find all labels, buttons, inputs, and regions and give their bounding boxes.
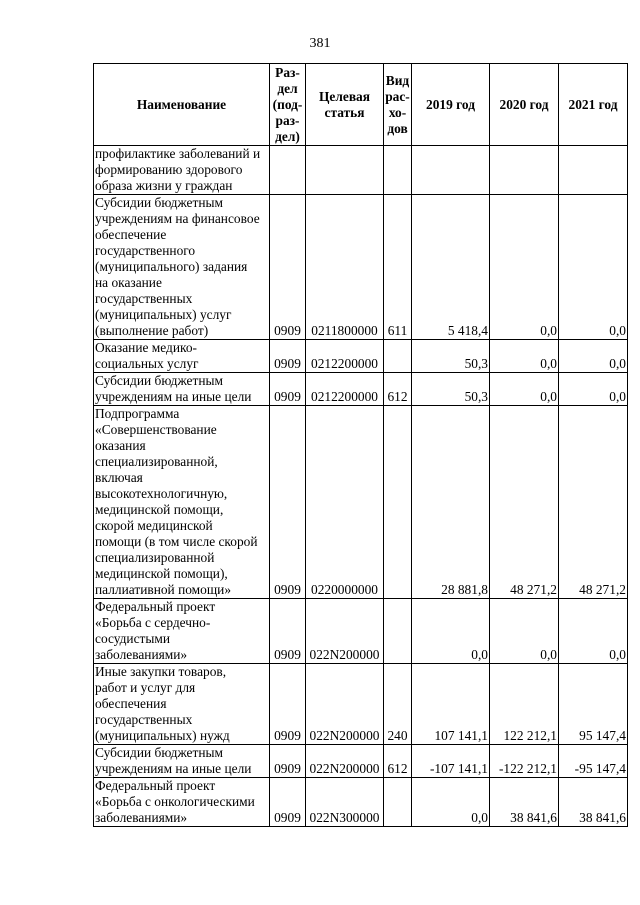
header-row bbox=[94, 64, 628, 146]
row-section: 0909 bbox=[270, 373, 306, 406]
row-name: Федеральный проект «Борьба с сердечно- сосудистыми заболеваниями» bbox=[94, 599, 270, 664]
row-2021: 38 841,6 bbox=[559, 778, 628, 827]
row-section: 0909 bbox=[270, 340, 306, 373]
row-name: Подпрограмма «Совершенствование оказания специализированной, включая высокотехнологичную, медицинской помощи, скорой медицинской помощи (в том числе скорой специализированной медицинской помощи), паллиативной помощи» bbox=[94, 406, 270, 599]
row-expense: 240 bbox=[384, 664, 412, 745]
row-2021: -95 147,4 bbox=[559, 745, 628, 778]
table-row bbox=[94, 778, 628, 827]
row-2020: 0,0 bbox=[490, 599, 559, 664]
row-section: 0909 bbox=[270, 778, 306, 827]
row-target: 022N200000 bbox=[306, 664, 384, 745]
row-2021: 0,0 bbox=[559, 373, 628, 406]
header-target bbox=[306, 64, 384, 146]
header-name: Наименование bbox=[94, 64, 270, 146]
row-section: 0909 bbox=[270, 664, 306, 745]
table-row bbox=[94, 406, 628, 599]
row-2020: 48 271,2 bbox=[490, 406, 559, 599]
row-name: Субсидии бюджетным учреждениям на иные цели bbox=[94, 373, 270, 406]
header-section bbox=[270, 64, 306, 146]
row-2020: 122 212,1 bbox=[490, 664, 559, 745]
table-row bbox=[94, 745, 628, 778]
row-2021: 0,0 bbox=[559, 340, 628, 373]
header-section-text: Раз- дел (под- раз- дел) bbox=[272, 64, 303, 144]
row-2019: 107 141,1 bbox=[412, 664, 490, 745]
row-2019: 28 881,8 bbox=[412, 406, 490, 599]
row-target: 0212200000 bbox=[306, 373, 384, 406]
row-expense bbox=[384, 599, 412, 664]
row-section bbox=[270, 146, 306, 195]
row-target bbox=[306, 146, 384, 195]
row-2020 bbox=[490, 146, 559, 195]
row-name: Субсидии бюджетным учреждениям на финансовое обеспечение государственного (муниципального) задания на оказание государственных (муниципальных) услуг (выполнение работ) bbox=[94, 195, 270, 340]
row-expense bbox=[384, 406, 412, 599]
row-2020: 0,0 bbox=[490, 373, 559, 406]
row-expense: 612 bbox=[384, 745, 412, 778]
row-target: 0220000000 bbox=[306, 406, 384, 599]
row-target: 0211800000 bbox=[306, 195, 384, 340]
table-row bbox=[94, 599, 628, 664]
row-name: Иные закупки товаров, работ и услуг для обеспечения государственных (муниципальных) нужд bbox=[94, 664, 270, 745]
row-name: Оказание медико- социальных услуг bbox=[94, 340, 270, 373]
row-expense: 611 bbox=[384, 195, 412, 340]
row-expense bbox=[384, 340, 412, 373]
table-row bbox=[94, 373, 628, 406]
row-2021: 0,0 bbox=[559, 599, 628, 664]
row-2019: 5 418,4 bbox=[412, 195, 490, 340]
row-name: профилактике заболеваний и формированию здорового образа жизни у граждан bbox=[94, 146, 270, 195]
row-2019: 50,3 bbox=[412, 340, 490, 373]
budget-table bbox=[93, 63, 628, 827]
row-2019: 0,0 bbox=[412, 599, 490, 664]
row-2020: 38 841,6 bbox=[490, 778, 559, 827]
table-row bbox=[94, 340, 628, 373]
row-2021: 95 147,4 bbox=[559, 664, 628, 745]
row-2019: 50,3 bbox=[412, 373, 490, 406]
row-section: 0909 bbox=[270, 195, 306, 340]
row-target: 0212200000 bbox=[306, 340, 384, 373]
header-2019: 2019 год bbox=[412, 64, 490, 146]
row-name: Субсидии бюджетным учреждениям на иные цели bbox=[94, 745, 270, 778]
row-target: 022N200000 bbox=[306, 745, 384, 778]
row-2019: 0,0 bbox=[412, 778, 490, 827]
table-row bbox=[94, 195, 628, 340]
row-2019: -107 141,1 bbox=[412, 745, 490, 778]
table-row bbox=[94, 146, 628, 195]
row-2021: 0,0 bbox=[559, 195, 628, 340]
row-target: 022N300000 bbox=[306, 778, 384, 827]
header-2021: 2021 год bbox=[559, 64, 628, 146]
header-target-text: Целевая статья bbox=[319, 88, 370, 120]
row-2020: 0,0 bbox=[490, 340, 559, 373]
header-2020: 2020 год bbox=[490, 64, 559, 146]
row-expense bbox=[384, 146, 412, 195]
row-2021: 48 271,2 bbox=[559, 406, 628, 599]
row-name: Федеральный проект «Борьба с онкологическими заболеваниями» bbox=[94, 778, 270, 827]
row-section: 0909 bbox=[270, 599, 306, 664]
row-section: 0909 bbox=[270, 745, 306, 778]
row-2019 bbox=[412, 146, 490, 195]
row-expense: 612 bbox=[384, 373, 412, 406]
table-row bbox=[94, 664, 628, 745]
header-expense-text: Вид рас- хо- дов bbox=[385, 72, 410, 136]
row-2020: 0,0 bbox=[490, 195, 559, 340]
row-2020: -122 212,1 bbox=[490, 745, 559, 778]
header-expense bbox=[384, 64, 412, 146]
row-section: 0909 bbox=[270, 406, 306, 599]
row-expense bbox=[384, 778, 412, 827]
page-number: 381 bbox=[309, 36, 331, 51]
row-target: 022N200000 bbox=[306, 599, 384, 664]
row-2021 bbox=[559, 146, 628, 195]
